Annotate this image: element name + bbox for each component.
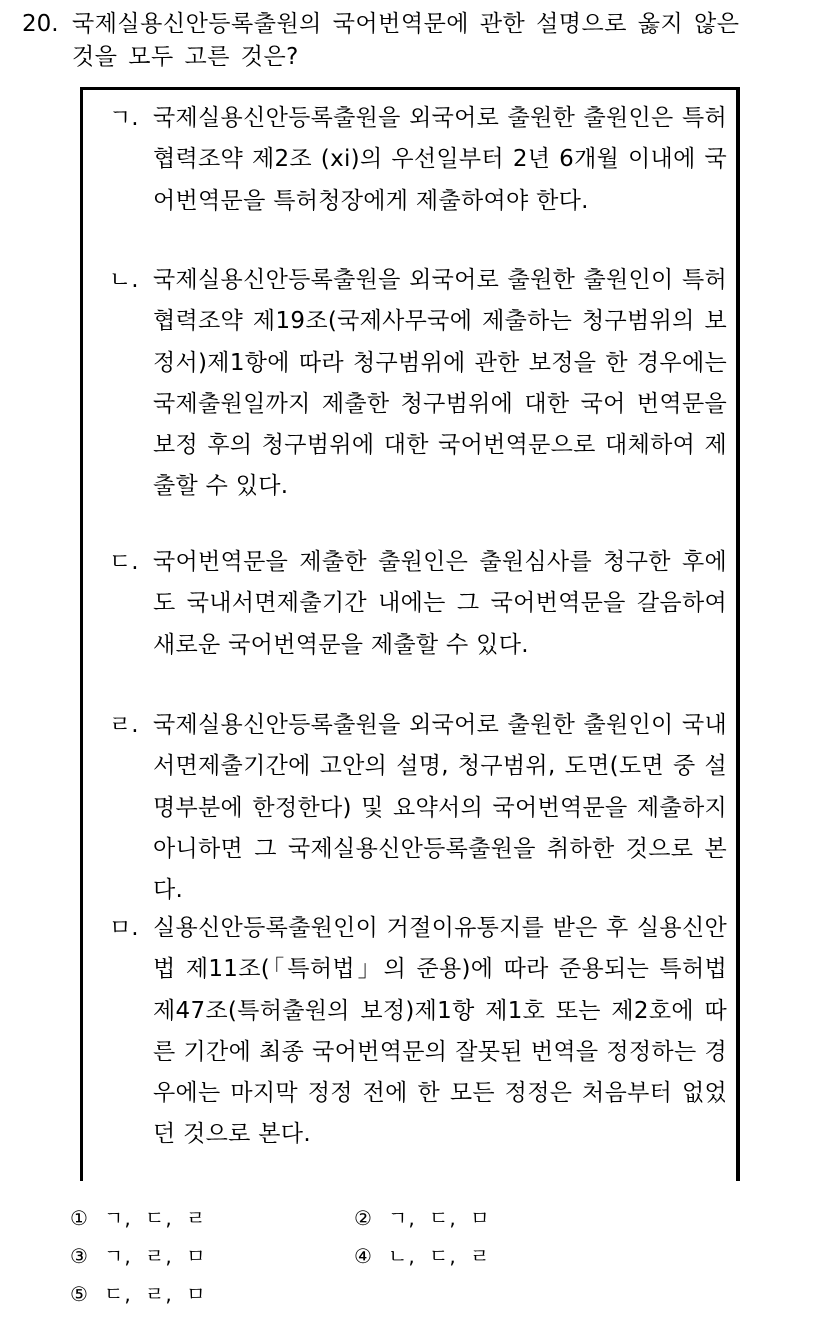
statement-mark: ㄱ. <box>109 105 139 131</box>
choice-value: ㄷ, ㄹ, ㅁ <box>104 1282 207 1306</box>
statement-item-a <box>109 98 727 222</box>
choice-1[interactable] <box>70 1200 206 1237</box>
statement-text: 국제실용신안등록출원을 외국어로 출원한 출원인이 국내서면제출기간에 고안의 설명, 청구범위, 도면(도면 중 설명부분에 한정한다) 및 요약서의 국어번역문을 제출하지 아니하면 그 국제실용신안등록출원을 취하한 것으로 본다. <box>153 712 727 904</box>
choice-value: ㄱ, ㄷ, ㅁ <box>388 1206 491 1230</box>
choice-value: ㄱ, ㄷ, ㄹ <box>104 1206 207 1230</box>
statement-text: 국어번역문을 제출한 출원인은 출원심사를 청구한 후에도 국내서면제출기간 내에는 그 국어번역문을 갈음하여 새로운 국어번역문을 제출할 수 있다. <box>153 549 727 658</box>
question-number: 20. <box>22 11 59 37</box>
choice-number: ④ <box>354 1244 373 1268</box>
choice-4[interactable] <box>354 1238 490 1275</box>
statements-box <box>80 87 740 1181</box>
choice-number: ③ <box>70 1244 89 1268</box>
statement-text: 국제실용신안등록출원을 외국어로 출원한 출원인은 특허협력조약 제2조 (xi)의 우선일부터 2년 6개월 이내에 국어번역문을 특허청장에게 제출하여야 한다. <box>153 105 727 214</box>
statement-item-d <box>109 705 727 911</box>
statement-mark: ㄷ. <box>109 549 139 575</box>
choice-number: ② <box>354 1206 373 1230</box>
statement-text: 실용신안등록출원인이 거절이유통지를 받은 후 실용신안법 제11조(「특허법」의 준용)에 따라 준용되는 특허법 제47조(특허출원의 보정)제1항 제1호 또는 제2호에 따른 기간에 최종 국어번역문의 잘못된 번역을 정정하는 경우에는 마지막 정정 전에 한 모든 정정은 처음부터 없었던 것으로 본다. <box>153 915 727 1148</box>
choice-number: ① <box>70 1206 89 1230</box>
statement-mark: ㄴ. <box>109 267 139 293</box>
statement-mark: ㅁ. <box>109 915 139 941</box>
choice-5[interactable] <box>70 1276 206 1313</box>
statement-item-c <box>109 542 727 666</box>
statement-mark: ㄹ. <box>109 712 139 738</box>
statement-item-e <box>109 908 727 1156</box>
question-stem: 국제실용신안등록출원의 국어번역문에 관한 설명으로 옳지 않은 것을 모두 고른 것은? <box>72 11 740 70</box>
choice-2[interactable] <box>354 1200 490 1237</box>
statement-item-b <box>109 260 727 508</box>
statement-text: 국제실용신안등록출원을 외국어로 출원한 출원인이 특허협력조약 제19조(국제사무국에 제출하는 청구범위의 보정서)제1항에 따라 청구범위에 관한 보정을 한 경우에는 국제출원일까지 제출한 청구범위에 대한 국어 번역문을 보정 후의 청구범위에 대한 국어번역문으로 대체하여 제출할 수 있다. <box>153 267 727 500</box>
choice-value: ㄱ, ㄹ, ㅁ <box>104 1244 207 1268</box>
choice-value: ㄴ, ㄷ, ㄹ <box>388 1244 491 1268</box>
choice-number: ⑤ <box>70 1282 89 1306</box>
choice-3[interactable] <box>70 1238 206 1275</box>
